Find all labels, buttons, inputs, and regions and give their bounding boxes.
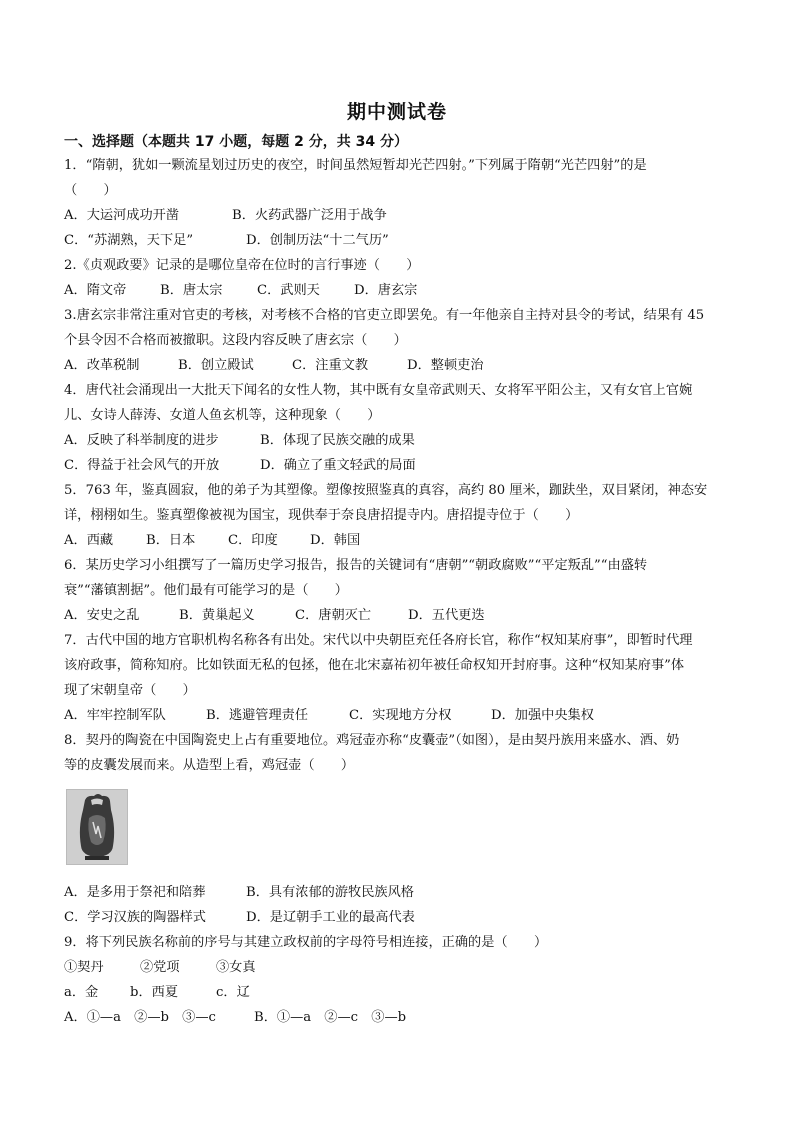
q8-option-a[interactable]: A．是多用于祭祀和陪葬 (64, 885, 206, 900)
q4-stem-line1: 4．唐代社会涌现出一大批天下闻名的女性人物，其中既有女皇帝武则天、女将军平阳公主，又有女官上官婉 (64, 383, 693, 398)
q8-stem-line1: 8．契丹的陶瓷在中国陶瓷史上占有重要地位。鸡冠壶亦称“皮囊壶”（如图），是由契丹族用来盛水、酒、奶 (64, 733, 680, 748)
q4-options-row1 (64, 432, 415, 450)
q9-stem-line1: 9．将下列民族名称前的序号与其建立政权前的字母符号相连接，正确的是（ ） (64, 935, 548, 950)
q9-regime-list (64, 984, 250, 1002)
q1-options-row1 (64, 207, 387, 225)
q1-option-b[interactable]: B．火药武器广泛用于战争 (232, 208, 387, 223)
q2-option-b[interactable]: B．唐太宗 (160, 283, 223, 298)
q7-option-b[interactable]: B．逃避管理责任 (206, 708, 309, 723)
q9-item-1: ①契丹 (64, 960, 104, 975)
q4-options-row2 (64, 457, 416, 475)
chicken-crest-pot-image (66, 789, 128, 865)
q9-options-row (64, 1009, 406, 1027)
q3-options-row (64, 357, 484, 375)
q9-option-a[interactable]: A．①—a ②—b ③—c (64, 1010, 216, 1025)
q8-stem-line2: 等的皮囊发展而来。从造型上看，鸡冠壶（ ） (64, 758, 355, 773)
q6-option-c[interactable]: C．唐朝灭亡 (295, 608, 372, 623)
q8-option-d[interactable]: D．是辽朝手工业的最高代表 (246, 910, 415, 925)
q6-option-a[interactable]: A．安史之乱 (64, 608, 140, 623)
q8-option-c[interactable]: C．学习汉族的陶器样式 (64, 910, 206, 925)
q2-option-c[interactable]: C．武则天 (257, 283, 320, 298)
q2-options-row (64, 282, 417, 300)
vase-illustration (67, 790, 127, 864)
q1-stem-line1: 1．“隋朝，犹如一颗流星划过历史的夜空，时间虽然短暂却光芒四射。”下列属于隋朝“光芒四射”的是 (64, 158, 647, 173)
q4-option-c[interactable]: C．得益于社会风气的开放 (64, 458, 220, 473)
q4-option-b[interactable]: B．体现了民族交融的成果 (260, 433, 415, 448)
q2-option-a[interactable]: A．隋文帝 (64, 283, 127, 298)
q8-option-b[interactable]: B．具有浓郁的游牧民族风格 (246, 885, 414, 900)
q1-options-row2 (64, 232, 389, 250)
q6-stem-line1: 6．某历史学习小组撰写了一篇历史学习报告，报告的关键词有“唐朝”“朝政腐败”“平定叛乱”“由盛转 (64, 558, 648, 573)
q2-option-d[interactable]: D．唐玄宗 (354, 283, 418, 298)
q5-stem-line1: 5．763 年，鉴真圆寂，他的弟子为其塑像。塑像按照鉴真的真容，高约 80 厘米，跏趺坐，双目紧闭，神态安 (64, 483, 708, 498)
q9-option-b[interactable]: B．①—a ②—c ③—b (254, 1010, 407, 1025)
q8-options-row2 (64, 909, 415, 927)
q3-stem-line2: 个县令因不合格而被撤职。这段内容反映了唐玄宗（ ） (64, 333, 407, 348)
q5-options-row (64, 532, 360, 550)
q5-option-a[interactable]: A．西藏 (64, 533, 114, 548)
q5-option-c[interactable]: C．印度 (228, 533, 278, 548)
q3-option-c[interactable]: C．注重文教 (292, 358, 369, 373)
q3-option-a[interactable]: A．改革税制 (64, 358, 140, 373)
q5-option-b[interactable]: B．日本 (146, 533, 196, 548)
q7-option-a[interactable]: A．牢牢控制军队 (64, 708, 166, 723)
q7-stem-line2: 该府政事，简称知府。比如铁面无私的包拯，他在北宋嘉祐初年被任命权知开封府事。这种“权知某府事”体 (64, 658, 685, 673)
q3-option-b[interactable]: B．创立殿试 (178, 358, 254, 373)
q8-options-row1 (64, 884, 414, 902)
q5-stem-line2: 详，栩栩如生。鉴真塑像被视为国宝，现供奉于奈良唐招提寺内。唐招提寺位于（ ） (64, 508, 579, 523)
q1-option-a[interactable]: A．大运河成功开凿 (64, 208, 180, 223)
q1-option-d[interactable]: D．创制历法“十二气历” (246, 233, 389, 248)
q4-option-a[interactable]: A．反映了科举制度的进步 (64, 433, 219, 448)
q3-option-d[interactable]: D．整顿吏治 (407, 358, 484, 373)
q1-stem-line2: （ ） (64, 183, 117, 198)
q6-options-row (64, 607, 485, 625)
q5-option-d[interactable]: D．韩国 (310, 533, 361, 548)
q1-option-c[interactable]: C．“苏湖熟，天下足” (64, 233, 194, 248)
q4-option-d[interactable]: D．确立了重文轻武的局面 (260, 458, 416, 473)
q9-item-a: a．金 (64, 985, 99, 1000)
q7-stem-line1: 7．古代中国的地方官职机构名称各有出处。宋代以中央朝臣充任各府长官，称作“权知某府事”，即暂时代理 (64, 633, 693, 648)
q7-option-d[interactable]: D．加强中央集权 (491, 708, 594, 723)
q4-stem-line2: 儿、女诗人薛涛、女道人鱼玄机等，这种现象（ ） (64, 408, 381, 423)
q9-item-b: b．西夏 (130, 985, 179, 1000)
q2-stem-line1: 2.《贞观政要》记录的是哪位皇帝在位时的言行事迹（ ） (64, 258, 420, 273)
q6-option-b[interactable]: B．黄巢起义 (179, 608, 255, 623)
q9-item-2: ②党项 (140, 960, 180, 975)
q7-stem-line3: 现了宋朝皇帝（ ） (64, 683, 196, 698)
q9-item-3: ③女真 (216, 960, 256, 975)
q6-option-d[interactable]: D．五代更迭 (408, 608, 485, 623)
page-title: 期中测试卷 (346, 101, 447, 123)
q7-option-c[interactable]: C．实现地方分权 (349, 708, 452, 723)
section-heading: 一、选择题（本题共 17 小题，每题 2 分，共 34 分） (64, 134, 408, 150)
q3-stem-line1: 3.唐玄宗非常注重对官吏的考核，对考核不合格的官吏立即罢免。有一年他亲自主持对县令的考试，结果有 45 (64, 308, 705, 323)
q6-stem-line2: 衰”“藩镇割据”。他们最有可能学习的是（ ） (64, 583, 348, 598)
q9-item-c: c．辽 (216, 985, 250, 1000)
q7-options-row (64, 707, 594, 725)
q9-ethnic-list (64, 959, 256, 977)
